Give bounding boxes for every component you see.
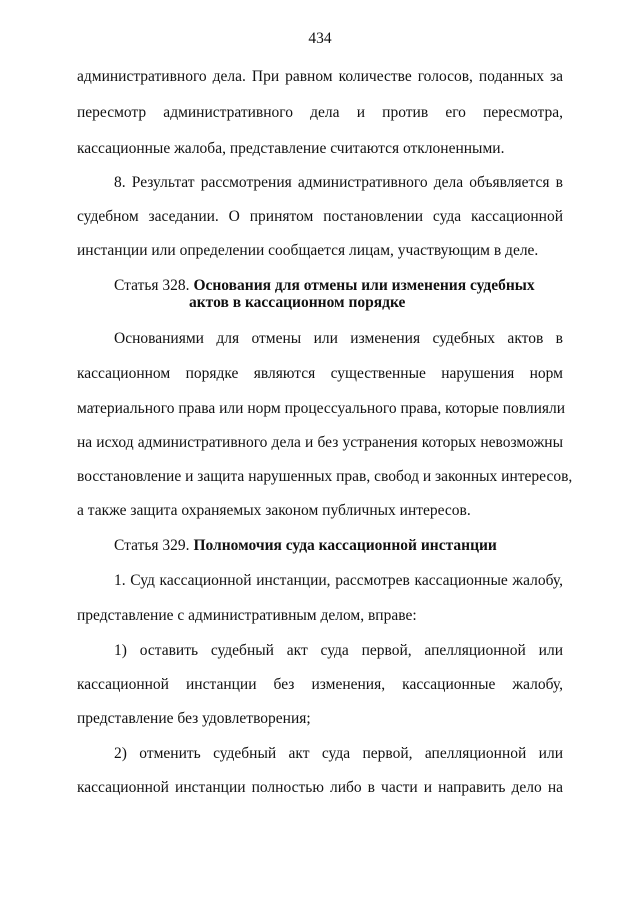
article-title: Полномочия суда кассационной инстанции bbox=[193, 537, 497, 554]
article-329-heading bbox=[114, 536, 497, 556]
paragraph-line: 2) отменить судебный акт суда первой, апелляционной или bbox=[114, 745, 563, 762]
paragraph-line: инстанции или определении сообщается лицам, участвующим в деле. bbox=[77, 242, 539, 259]
paragraph-line: Основаниями для отмены или изменения судебных актов в bbox=[114, 330, 563, 347]
paragraph-line: пересмотр административного дела и против его пересмотра, bbox=[77, 104, 563, 121]
paragraph-line: кассационной инстанции без изменения, кассационные жалобу, bbox=[77, 676, 563, 693]
paragraph-line: судебном заседании. О принятом постановлении суда кассационной bbox=[77, 208, 563, 225]
paragraph-line: кассационные жалоба, представление считаются отклоненными. bbox=[77, 140, 505, 157]
paragraph-line: кассационной инстанции полностью либо в части и направить дело на bbox=[77, 779, 563, 796]
paragraph-line: представление с административным делом, вправе: bbox=[77, 607, 417, 624]
paragraph-line: а также защита охраняемых законом публичных интересов. bbox=[77, 502, 471, 519]
paragraph-line: 1. Суд кассационной инстанции, рассмотрев кассационные жалобу, bbox=[114, 572, 563, 589]
article-328-heading-continued: актов в кассационном порядке bbox=[189, 294, 406, 311]
paragraph-line: административного дела. При равном количестве голосов, поданных за bbox=[77, 68, 563, 85]
paragraph-line: кассационном порядке являются существенные нарушения норм bbox=[77, 365, 563, 382]
paragraph-line: представление без удовлетворения; bbox=[77, 710, 311, 727]
paragraph-line: восстановление и защита нарушенных прав, свобод и законных интересов, bbox=[77, 468, 573, 485]
article-number: Статья 329. bbox=[114, 537, 190, 554]
article-title: Основания для отмены или изменения судебных bbox=[193, 277, 535, 294]
paragraph-line: на исход административного дела и без устранения которых невозможны bbox=[77, 434, 563, 451]
paragraph-line: материального права или норм процессуального права, которые повлияли bbox=[77, 400, 566, 417]
page-number: 434 bbox=[308, 30, 332, 47]
article-number: Статья 328. bbox=[114, 277, 190, 294]
paragraph-line: 1) оставить судебный акт суда первой, апелляционной или bbox=[114, 642, 563, 659]
paragraph-line: 8. Результат рассмотрения административного дела объявляется в bbox=[114, 174, 563, 191]
